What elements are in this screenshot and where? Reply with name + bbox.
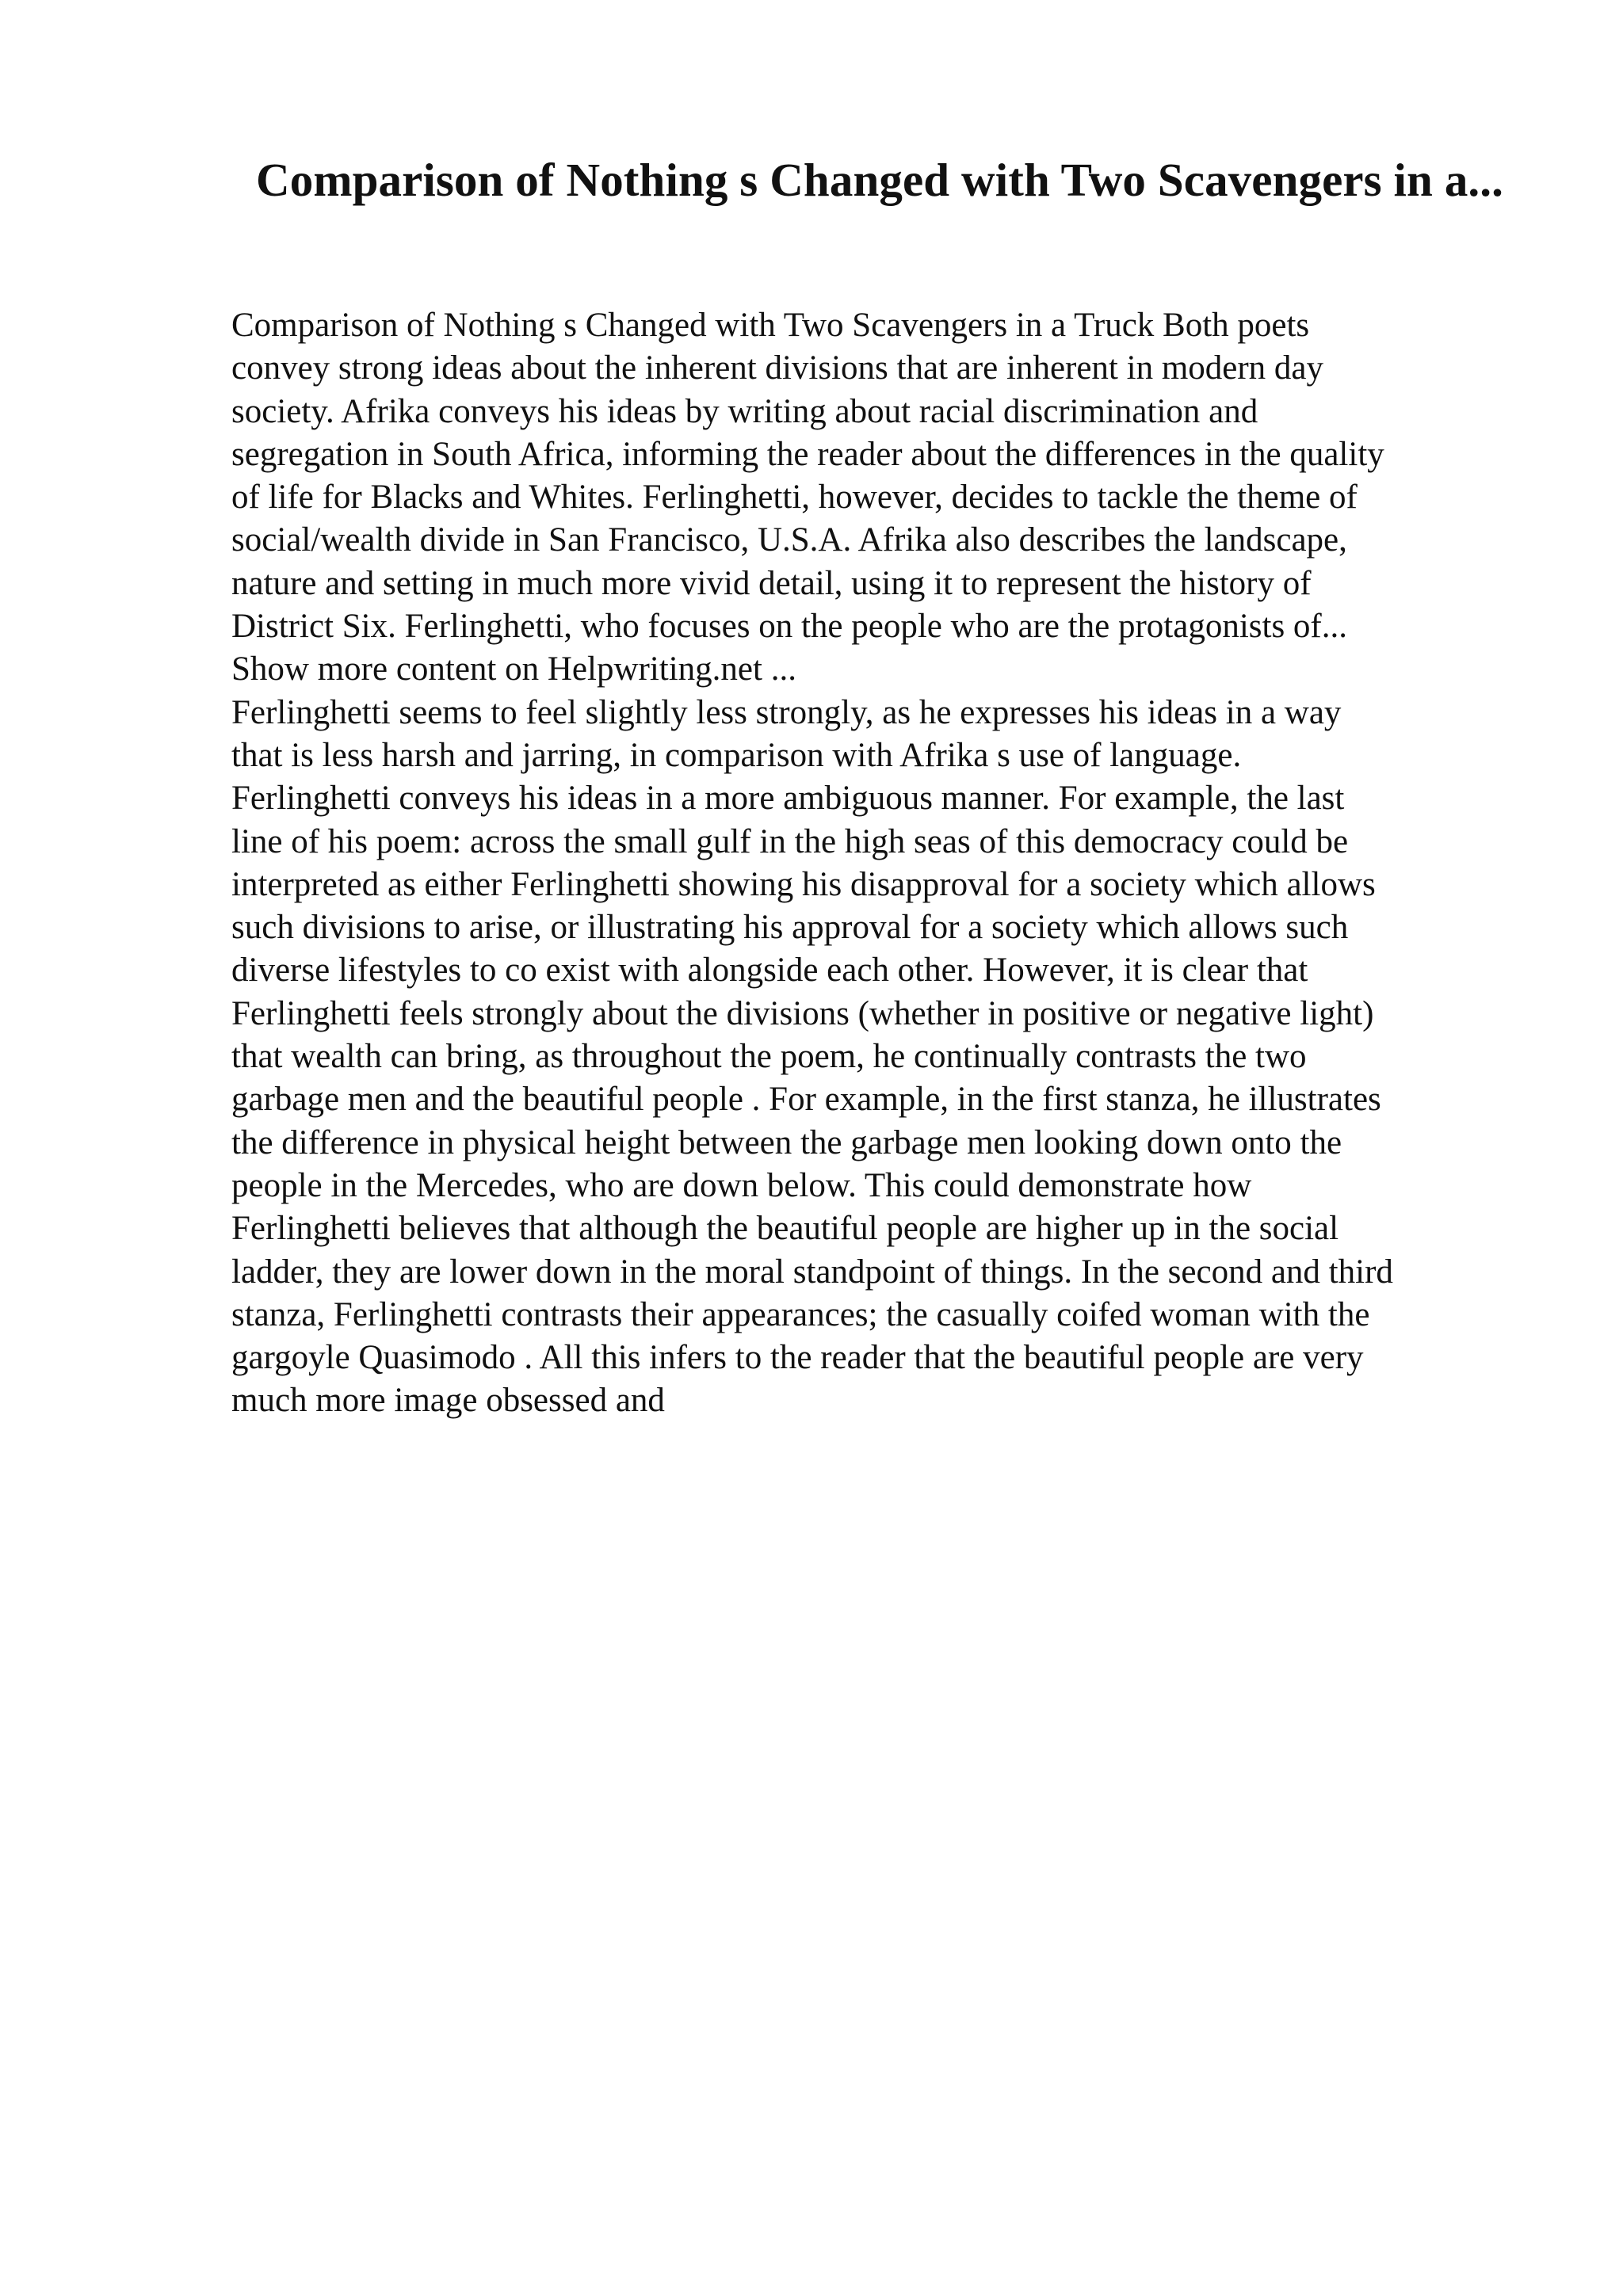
- body-line: diverse lifestyles to co exist with alongside each other. However, it is clear that: [231, 952, 1308, 990]
- body-line: the difference in physical height between the garbage men looking down onto the: [231, 1123, 1342, 1161]
- body-line: Ferlinghetti feels strongly about the divisions (whether in positive or negative light): [231, 994, 1374, 1032]
- body-line: garbage men and the beautiful people . For example, in the first stanza, he illustrates: [231, 1081, 1381, 1119]
- document-body: [231, 304, 1531, 1423]
- body-line: Ferlinghetti conveys his ideas in a more ambiguous manner. For example, the last: [231, 780, 1345, 818]
- body-line: ladder, they are lower down in the moral standpoint of things. In the second and third: [231, 1253, 1393, 1291]
- body-line: that is less harsh and jarring, in comparison with Afrika s use of language.: [231, 736, 1242, 774]
- body-line: segregation in South Africa, informing the reader about the differences in the quality: [231, 435, 1384, 473]
- body-line: Ferlinghetti believes that although the beautiful people are higher up in the social: [231, 1210, 1339, 1248]
- body-line: Comparison of Nothing s Changed with Two Scavengers in a Truck Both poets: [231, 307, 1310, 344]
- body-line: interpreted as either Ferlinghetti showing his disapproval for a society which allows: [231, 865, 1376, 903]
- body-line: social/wealth divide in San Francisco, U.S.A. Afrika also describes the landscape,: [231, 521, 1347, 559]
- body-line: of life for Blacks and Whites. Ferlinghetti, however, decides to tackle the theme of: [231, 479, 1358, 517]
- body-line: District Six. Ferlinghetti, who focuses on the people who are the protagonists of...: [231, 608, 1347, 646]
- body-line: line of his poem: across the small gulf in the high seas of this democracy could be: [231, 822, 1349, 860]
- body-line: nature and setting in much more vivid detail, using it to represent the history of: [231, 564, 1312, 602]
- body-line: much more image obsessed and: [231, 1382, 665, 1420]
- show-more-link[interactable]: Show more content on Helpwriting.net ...: [231, 650, 796, 688]
- body-line: convey strong ideas about the inherent divisions that are inherent in modern day: [231, 349, 1324, 387]
- body-line: people in the Mercedes, who are down below. This could demonstrate how: [231, 1166, 1252, 1204]
- document-title: Comparison of Nothing s Changed with Two Scavengers in a...: [256, 154, 1503, 206]
- body-line: Ferlinghetti seems to feel slightly less strongly, as he expresses his ideas in a way: [231, 693, 1342, 731]
- body-line: stanza, Ferlinghetti contrasts their appearances; the casually coifed woman with the: [231, 1295, 1370, 1333]
- body-line: society. Afrika conveys his ideas by writing about racial discrimination and: [231, 392, 1258, 430]
- body-line: such divisions to arise, or illustrating his approval for a society which allows such: [231, 909, 1349, 947]
- body-line: that wealth can bring, as throughout the poem, he continually contrasts the two: [231, 1038, 1307, 1076]
- body-line: gargoyle Quasimodo . All this infers to the reader that the beautiful people are very: [231, 1339, 1364, 1377]
